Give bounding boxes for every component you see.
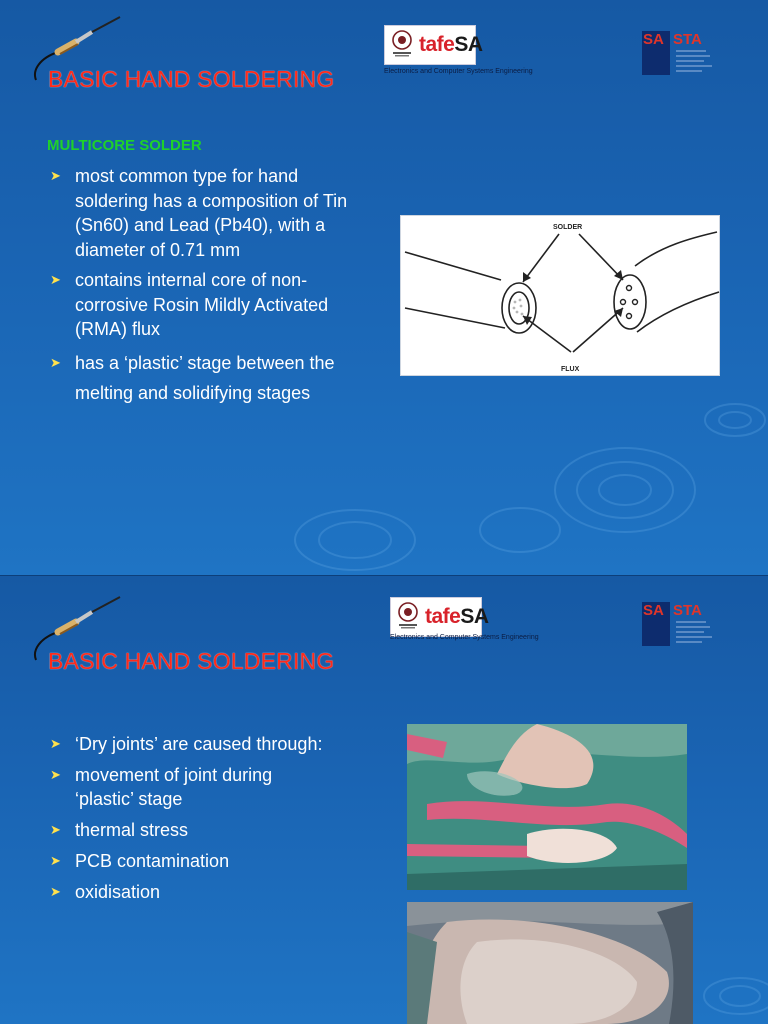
department-caption: Electronics and Computer Systems Engineering (384, 68, 533, 75)
sasta-logo (640, 27, 720, 79)
arrow-bullet-icon: ➤ (50, 767, 61, 782)
arrow-bullet-icon: ➤ (50, 168, 61, 183)
arrow-bullet-icon: ➤ (50, 853, 61, 868)
tafesa-logo (390, 597, 489, 637)
list-item: ➤ PCB contamination (50, 851, 230, 871)
arrow-bullet-icon: ➤ (50, 272, 61, 287)
svg-text:STA: STA (673, 31, 702, 48)
solder-cross-section-illustration (401, 216, 721, 377)
tafesa-logo (384, 25, 483, 65)
tafesa-wordmark: tafeSA (419, 33, 483, 56)
list-item: ➤ oxidisation (50, 882, 161, 902)
svg-text:STA: STA (673, 602, 702, 619)
slide-title: BASIC HAND SOLDERING (48, 66, 335, 92)
svg-text:SA: SA (643, 31, 664, 48)
arrow-bullet-icon: ➤ (50, 354, 61, 370)
multicore-solder-diagram (400, 215, 720, 376)
department-caption: Electronics and Computer Systems Engineering (390, 634, 539, 641)
list-item: ➤ contains internal core of non-corrosive Rosin Mildly Activated (RMA) flux (50, 270, 329, 339)
government-crest-icon (396, 601, 420, 631)
svg-text:SA: SA (643, 602, 664, 619)
dry-joint-photo-1 (407, 724, 687, 890)
list-item: ➤ ‘Dry joints’ are caused through: (50, 734, 323, 754)
solder-label: SOLDER (553, 224, 583, 231)
bullet-list (48, 164, 368, 408)
pcb-solder-joint-illustration (407, 724, 687, 890)
bullet-list (48, 732, 388, 904)
sasta-logo (640, 598, 720, 650)
section-heading: MULTICORE SOLDER (47, 137, 202, 154)
list-item: ➤ movement of joint during ‘plastic’ stage (50, 765, 273, 809)
pcb-solder-closeup-illustration (407, 902, 693, 1024)
list-item: ➤ has a ‘plastic’ stage between the melting and solidifying stages (48, 348, 368, 408)
tafesa-wordmark: tafeSA (425, 605, 489, 628)
flux-label: FLUX (561, 366, 580, 373)
slide-2 (0, 576, 768, 1024)
arrow-bullet-icon: ➤ (50, 822, 61, 837)
slide-title: BASIC HAND SOLDERING (48, 648, 335, 674)
government-crest-icon (390, 29, 414, 59)
list-item: ➤ thermal stress (50, 820, 189, 840)
dry-joint-photo-2 (407, 902, 693, 1024)
arrow-bullet-icon: ➤ (50, 736, 61, 751)
arrow-bullet-icon: ➤ (50, 884, 61, 899)
list-item: ➤ most common type for hand soldering has a composition of Tin (Sn60) and Lead (Pb40), with a diameter of 0.71 mm (50, 166, 348, 260)
